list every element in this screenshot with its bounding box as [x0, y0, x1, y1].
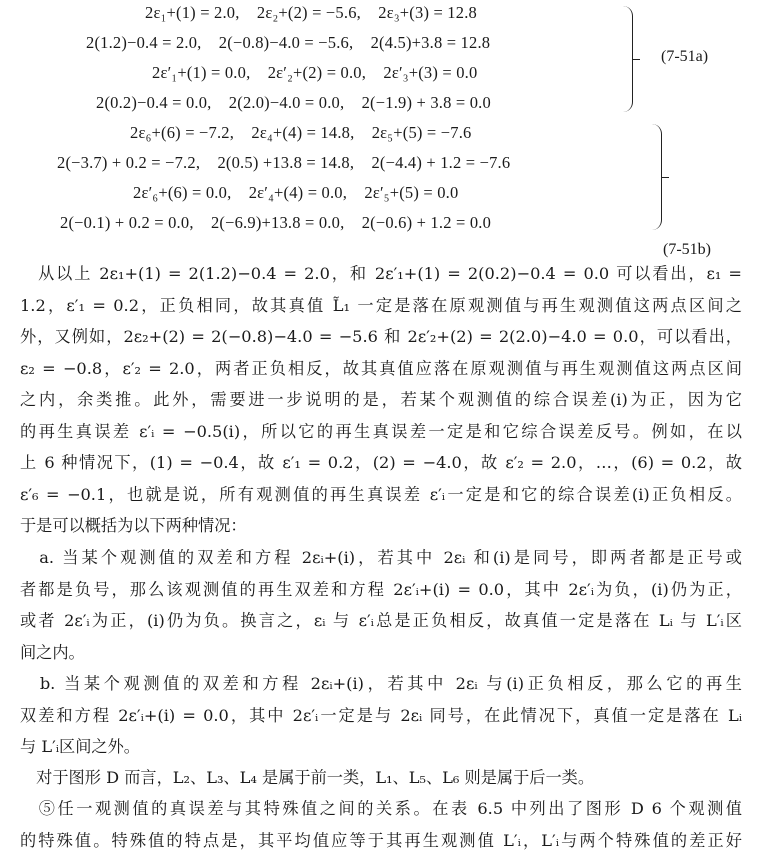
equation-b-line-2: 2(−3.7) + 0.2 = −7.2, 2(0.5) +13.8 = 14.8, 2(−4.4) + 1.2 = −7.6 — [57, 153, 510, 173]
text-line: 双差和方程 2ε′ᵢ+(i) = 0.0，其中 2ε′ᵢ一定是与 2εᵢ 同号，在此情况下，真值一定是落在 Lᵢ — [20, 700, 742, 732]
paragraph-case-a — [20, 542, 742, 668]
equation-tag-a: (7-51a) — [661, 48, 708, 66]
text-line: 于是可以概括为以下两种情况： — [20, 510, 742, 542]
equation-a-line-3: 2ε′₁+(1) = 0.0, 2ε′₂+(2) = 0.0, 2ε′₃+(3) = 0.0 — [152, 63, 477, 83]
text-line: 或者 2ε′ᵢ为正，(i)仍为负。换言之，εᵢ 与 ε′ᵢ总是正负相反，故真值一定是落在 Lᵢ 与 L′ᵢ区 — [20, 605, 742, 637]
text-line: 者都是负号，那么该观测值的再生双差和方程 2ε′ᵢ+(i) = 0.0，其中 2ε′ᵢ为负，(i)仍为正， — [20, 574, 742, 606]
text-line: b. 当某个观测值的双差和方程 2εᵢ+(i)，若其中 2εᵢ 与(i)正负相反，那么它的再生 — [20, 668, 742, 700]
brace-b — [651, 124, 662, 230]
equation-tag-b: (7-51b) — [663, 241, 711, 259]
equation-b-line-4: 2(−0.1) + 0.2 = 0.0, 2(−6.9)+13.8 = 0.0, 2(−0.6) + 1.2 = 0.0 — [60, 213, 491, 233]
text-line: ε′₆ = −0.1，也就是说，所有观测值的再生真误差 ε′ᵢ一定是和它的综合误差(i)正负相反。 — [20, 479, 742, 511]
brace-a — [622, 6, 633, 112]
text-line: 的特殊值。特殊值的特点是，其平均值应等于其再生观测值 L′ᵢ，L′ᵢ与两个特殊值的差正好 — [20, 825, 742, 856]
equation-a-line-1: 2ε₁+(1) = 2.0, 2ε₂+(2) = −5.6, 2ε₃+(3) = 12.8 — [145, 3, 477, 23]
text-line: 外，又例如，2ε₂+(2) = 2(−0.8)−4.0 = −5.6 和 2ε′₂+(2) = 2(2.0)−4.0 = 0.0，可以看出， — [20, 321, 742, 353]
equation-b-line-3: 2ε′₆+(6) = 0.0, 2ε′₄+(4) = 0.0, 2ε′₅+(5) = 0.0 — [133, 183, 458, 203]
text-line: 间之内。 — [20, 637, 742, 669]
text-line: 对于图形 D 而言，L₂、L₃、L₄ 是属于前一类，L₁、L₅、L₆ 则是属于后一类。 — [20, 762, 742, 794]
text-line: 1.2，ε′₁ = 0.2，正负相同，故其真值 L̃₁ 一定是落在原观测值与再生观测值这两点区间之 — [20, 290, 742, 322]
text-line: ⑤任一观测值的真误差与其特殊值之间的关系。在表 6.5 中列出了图形 D 6 个观测值 — [20, 793, 742, 825]
paragraph-figure-d — [20, 762, 742, 794]
text-line: 与 L′ᵢ区间之外。 — [20, 731, 742, 763]
text-line: 之内，余类推。此外，需要进一步说明的是，若某个观测值的综合误差(i)为正，因为它 — [20, 384, 742, 416]
paragraph-special-values — [20, 793, 742, 856]
equation-a-line-2: 2(1.2)−0.4 = 2.0, 2(−0.8)−4.0 = −5.6, 2(4.5)+3.8 = 12.8 — [86, 33, 490, 53]
equation-b-line-1: 2ε₆+(6) = −7.2, 2ε₄+(4) = 14.8, 2ε₅+(5) = −7.6 — [130, 123, 471, 143]
text-line: a. 当某个观测值的双差和方程 2εᵢ+(i)，若其中 2εᵢ 和(i)是同号，即两者都是正号或 — [20, 542, 742, 574]
equation-a-line-4: 2(0.2)−0.4 = 0.0, 2(2.0)−4.0 = 0.0, 2(−1.9) + 3.8 = 0.0 — [96, 93, 491, 113]
text-line: 从以上 2ε₁+(1) = 2(1.2)−0.4 = 2.0，和 2ε′₁+(1) = 2(0.2)−0.4 = 0.0 可以看出，ε₁ = — [20, 258, 742, 290]
text-line: ε₂ = −0.8，ε′₂ = 2.0，两者正负相反，故其真值应落在原观测值与再生观测值这两点区间 — [20, 353, 742, 385]
text-line: 的再生真误差 ε′ᵢ = −0.5(i)，所以它的再生真误差一定是和它综合误差反号。例如，在以 — [20, 416, 742, 448]
text-line: 上 6 种情况下，(1) = −0.4，故 ε′₁ = 0.2，(2) = −4.0，故 ε′₂ = 2.0，…，(6) = 0.2，故 — [20, 447, 742, 479]
paragraph-explanation — [20, 258, 742, 542]
paragraph-case-b — [20, 668, 742, 763]
